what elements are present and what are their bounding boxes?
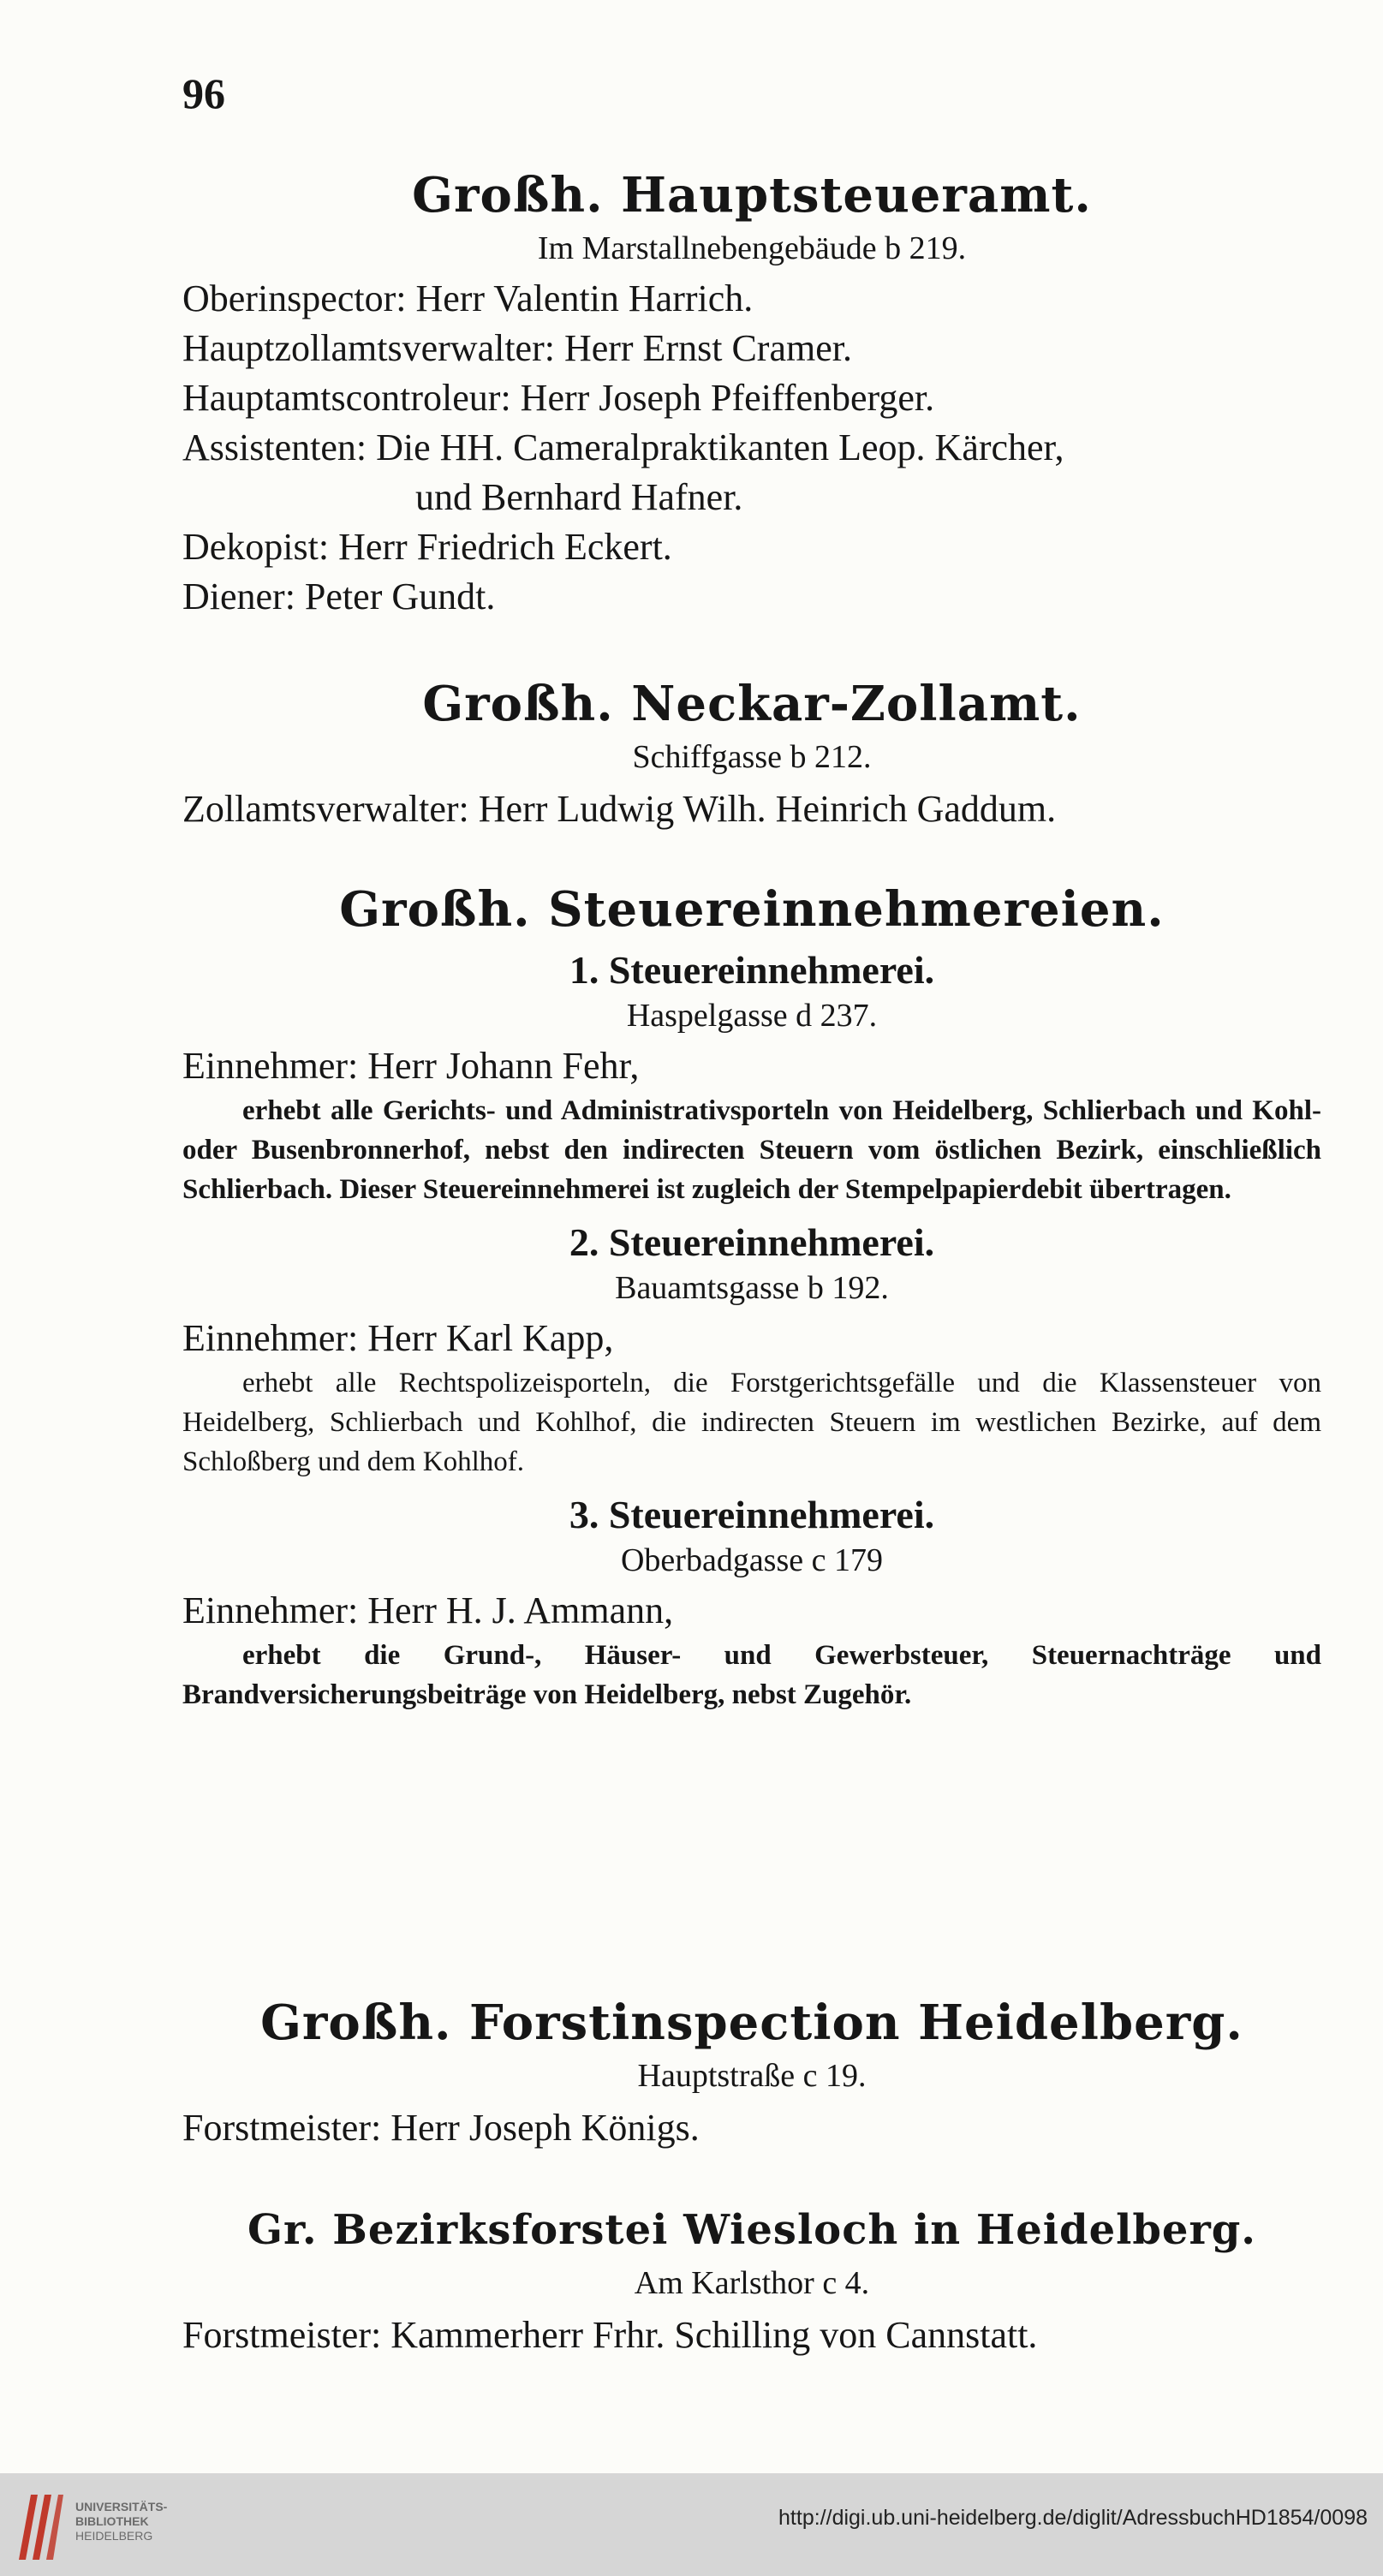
subsection-heading: 3. Steuereinnehmerei. (569, 1493, 935, 1536)
section-title: Großh. Hauptsteueramt. (412, 167, 1092, 224)
section-hauptsteueramt (182, 168, 1321, 622)
entry-line: Einnehmer: Herr Karl Kapp, (182, 1317, 614, 1359)
section-title: Gr. Bezirksforstei Wiesloch in Heidelberg. (247, 2206, 1256, 2254)
section-address: Am Karlsthor c 4. (634, 2265, 870, 2301)
entry-line: Einnehmer: Herr Johann Fehr, (182, 1045, 640, 1087)
section-address: Hauptstraße c 19. (637, 2058, 867, 2094)
subsection-address: Bauamtsgasse b 192. (615, 1270, 889, 1306)
section-bezirksforstei (182, 2203, 1321, 2360)
university-seal-icon (15, 2488, 65, 2563)
source-url-link[interactable]: http://digi.ub.uni-heidelberg.de/diglit/AdressbuchHD1854/0098 (778, 2506, 1368, 2530)
subsection-heading: 1. Steuereinnehmerei. (569, 948, 935, 992)
entry-description: erhebt alle Gerichts- und Administrativsporteln von Heidelberg, Schlierbach und Kohl- oder Busenbronnerhof, nebst den indirecten Steuern vom östlichen Bezirk, einschließlich Schlierbach. Dieser Steuereinnehmerei ist zugleich der Stempelpapierdebit übertragen. (182, 1095, 1321, 1205)
section-address: Im Marstallnebengebäude b 219. (537, 230, 967, 266)
subsection-address: Oberbadgasse c 179 (620, 1542, 883, 1578)
entry-line: Diener: Peter Gundt. (182, 575, 496, 617)
subsection-heading: 2. Steuereinnehmerei. (569, 1220, 935, 1264)
section-address: Schiffgasse b 212. (632, 739, 872, 775)
section-forstinspection (182, 1995, 1321, 2153)
entry-description: erhebt alle Rechtspolizeisporteln, die Forstgerichtsgefälle und die Klassensteuer von Heidelberg, Schlierbach und Kohlhof, die indirecten Steuern im westlichen Bezirke, auf dem Schloßberg und dem Kohlhof. (182, 1368, 1321, 1477)
entry-line: und Bernhard Hafner. (415, 476, 743, 518)
section-neckar-zollamt (182, 677, 1321, 834)
section-title: Großh. Forstinspection Heidelberg. (260, 1995, 1243, 2051)
library-logo-text: UNIVERSITÄTS- BIBLIOTHEK HEIDELBERG (75, 2500, 168, 2543)
entry-description: erhebt die Grund-, Häuser- und Gewerbsteuer, Steuernachträge und Brandversicherungsbeiträge von Heidelberg, nebst Zugehör. (182, 1640, 1321, 1710)
entry-line: Forstmeister: Kammerherr Frhr. Schilling von Cannstatt. (182, 2314, 1038, 2356)
section-title: Großh. Neckar-Zollamt. (422, 676, 1082, 732)
subsection-address: Haspelgasse d 237. (626, 998, 878, 1034)
section-steuereinnehmereien (182, 882, 1321, 1714)
entry-line: Oberinspector: Herr Valentin Harrich. (182, 277, 754, 319)
library-logo[interactable] (15, 2488, 170, 2565)
page-number: 96 (182, 69, 225, 117)
entry-line: Forstmeister: Herr Joseph Königs. (182, 2107, 700, 2149)
entry-line: Zollamtsverwalter: Herr Ludwig Wilh. Heinrich Gaddum. (182, 788, 1057, 830)
entry-line: Einnehmer: Herr H. J. Ammann, (182, 1589, 674, 1631)
section-title: Großh. Steuereinnehmereien. (339, 881, 1165, 938)
entry-line: Hauptamtscontroleur: Herr Joseph Pfeiffenberger. (182, 377, 935, 419)
entry-line: Hauptzollamtsverwalter: Herr Ernst Cramer. (182, 327, 852, 369)
entry-line: Assistenten: Die HH. Cameralpraktikanten Leop. Kärcher, (182, 426, 1064, 468)
entry-line: Dekopist: Herr Friedrich Eckert. (182, 526, 672, 568)
